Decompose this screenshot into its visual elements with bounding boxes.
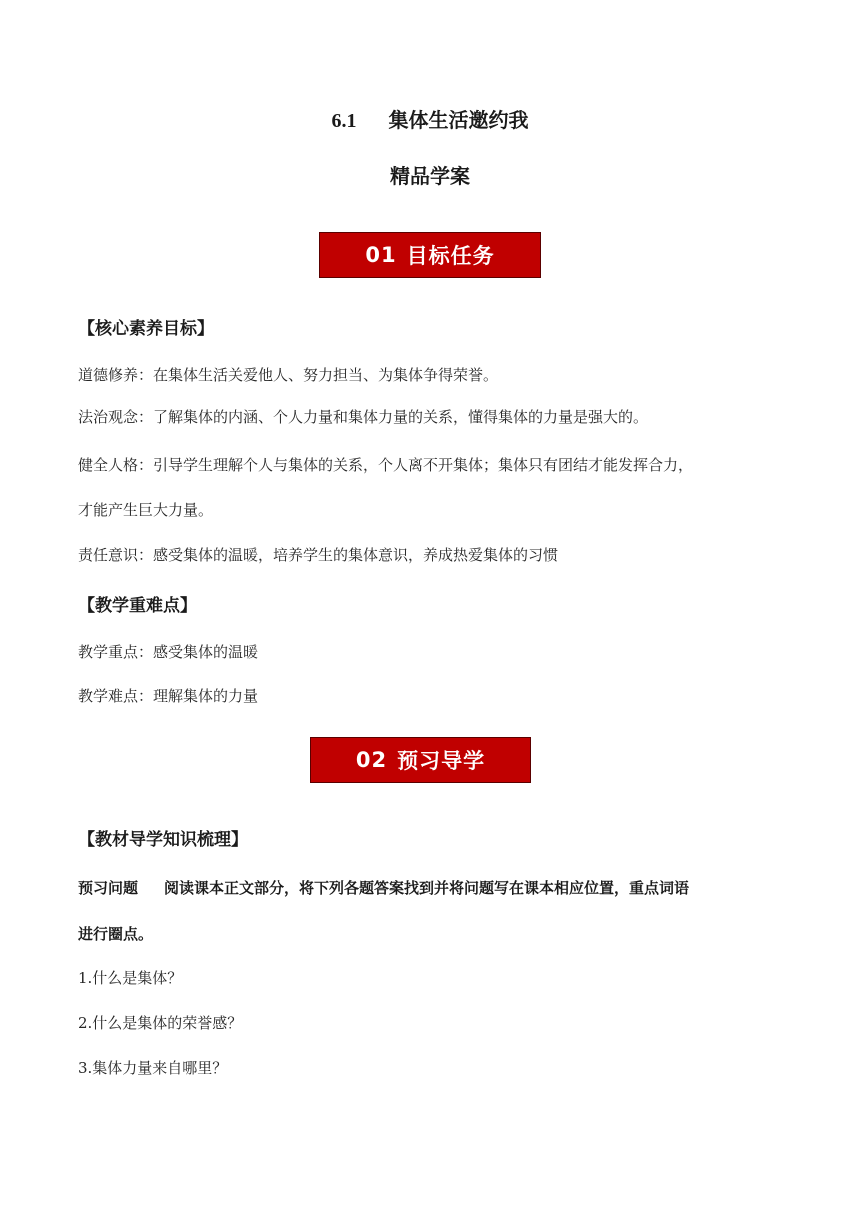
section-heading-key-points: 【教学重难点】 — [78, 596, 197, 616]
section-heading-core-goals: 【核心素养目标】 — [78, 319, 214, 339]
question-item: 2.什么是集体的荣誉感？ — [78, 1014, 243, 1032]
goal-line: 健全人格：引导学生理解个人与集体的关系，个人离不开集体；集体只有团结才能发挥合力， — [78, 456, 694, 474]
document-subtitle: 精品学案 — [390, 164, 470, 188]
banner-target-tasks — [319, 232, 541, 278]
document-title — [0, 104, 860, 133]
question-item: 3.集体力量来自哪里？ — [78, 1059, 228, 1077]
preview-instruction-continued: 进行圈点。 — [78, 925, 154, 943]
banner-label: 预习导学 — [397, 749, 486, 773]
preview-instruction — [78, 877, 689, 898]
banner-label: 目标任务 — [406, 244, 495, 268]
banner-number: 02 — [355, 748, 388, 772]
banner-preview-guide — [310, 737, 531, 783]
lesson-number: 6.1 — [331, 110, 357, 132]
question-item: 1.什么是集体？ — [78, 969, 183, 987]
section-heading-textbook-guide: 【教材导学知识梳理】 — [78, 830, 248, 850]
instruction-text: 阅读课本正文部分，将下列各题答案找到并将问题写在课本相应位置，重点词语 — [164, 879, 690, 897]
goal-line: 才能产生巨大力量。 — [78, 501, 214, 519]
lesson-title: 集体生活邀约我 — [388, 108, 529, 132]
banner-number: 01 — [365, 243, 397, 267]
key-point-line: 教学重点：感受集体的温暖 — [78, 643, 259, 661]
goal-line: 法治观念：了解集体的内涵、个人力量和集体力量的关系，懂得集体的力量是强大的。 — [78, 408, 649, 426]
goal-line: 道德修养：在集体生活关爱他人、努力担当、为集体争得荣誉。 — [78, 366, 499, 384]
key-point-line: 教学难点：理解集体的力量 — [78, 687, 259, 705]
goal-line: 责任意识：感受集体的温暖，培养学生的集体意识，养成热爱集体的习惯 — [78, 546, 559, 564]
instruction-lead: 预习问题 — [78, 879, 139, 897]
